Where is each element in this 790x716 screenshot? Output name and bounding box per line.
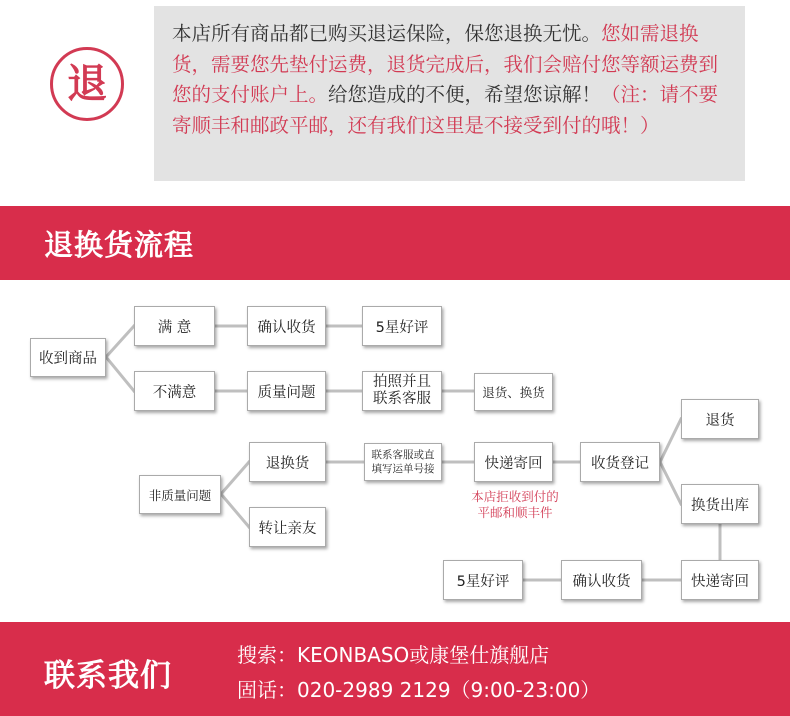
node-photo-contact bbox=[362, 371, 442, 411]
node-confirm-receipt-1: 确认收货 bbox=[247, 306, 326, 346]
node-non-quality-issue: 非质量问题 bbox=[139, 475, 221, 514]
node-return-goods-exchange: 退换货 bbox=[249, 442, 326, 482]
node-confirm-receipt-2: 确认收货 bbox=[561, 560, 642, 600]
node-contact-cs-line2: 填写运单号接 bbox=[371, 463, 435, 475]
node-receipt-register: 收货登记 bbox=[580, 442, 660, 482]
node-contact-cs-line1: 联系客服或直 bbox=[371, 449, 435, 461]
node-satisfied: 满 意 bbox=[134, 306, 215, 346]
node-received: 收到商品 bbox=[30, 338, 106, 377]
node-unsatisfied: 不满意 bbox=[134, 371, 215, 411]
notice-text-3: 给您造成的不便，希望您谅解！ bbox=[328, 83, 602, 106]
node-contact-cs bbox=[364, 443, 442, 481]
connector-nonquality-return bbox=[221, 462, 249, 494]
contact-banner bbox=[0, 622, 790, 716]
contact-search-line: 搜索：KEONBASO或康堡仕旗舰店 bbox=[237, 643, 550, 667]
node-return-exchange: 退货、换货 bbox=[474, 373, 553, 411]
notice-text-4: （注：请不要寄顺丰和邮政平邮，还有我们这里是不接受到付的哦！） bbox=[172, 83, 719, 137]
node-quality-issue: 质量问题 bbox=[247, 371, 326, 411]
flow-note bbox=[455, 489, 575, 521]
notice-text-2: 您如需退换货，需要您先垫付运费，退货完成后，我们会赔付您等额运费到您的支付账户上。 bbox=[172, 22, 719, 106]
flow-note-line1: 本店拒收到付的 bbox=[471, 489, 559, 504]
contact-title: 联系我们 bbox=[44, 658, 172, 694]
node-express-send-2: 快递寄回 bbox=[681, 560, 759, 600]
connector-nonquality-transfer bbox=[221, 494, 249, 527]
node-five-star-1: 5星好评 bbox=[362, 306, 442, 346]
flow-note-line2: 平邮和顺丰件 bbox=[477, 505, 553, 520]
connector-received-unsatisfied bbox=[106, 357, 134, 391]
connector-register-return bbox=[660, 419, 681, 462]
node-five-star-2: 5星好评 bbox=[443, 560, 523, 600]
node-express-send-1: 快递寄回 bbox=[474, 442, 553, 482]
node-photo-contact-line2: 联系客服 bbox=[373, 391, 431, 407]
node-photo-contact-line1: 拍照并且 bbox=[373, 374, 431, 390]
node-transfer: 转让亲友 bbox=[249, 507, 326, 547]
node-return-goods: 退货 bbox=[681, 399, 759, 439]
contact-phone-line: 固话：020-2989 2129（9:00-23:00） bbox=[237, 678, 601, 702]
process-title: 退换货流程 bbox=[44, 228, 195, 262]
node-exchange-shipped: 换货出库 bbox=[681, 484, 759, 524]
return-badge-char: 退 bbox=[67, 61, 107, 107]
connector-register-exchange bbox=[660, 462, 681, 504]
connector-received-satisfied bbox=[106, 326, 134, 357]
notice-text-1: 本店所有商品都已购买退运保险，保您退换无忧。 bbox=[172, 22, 602, 45]
